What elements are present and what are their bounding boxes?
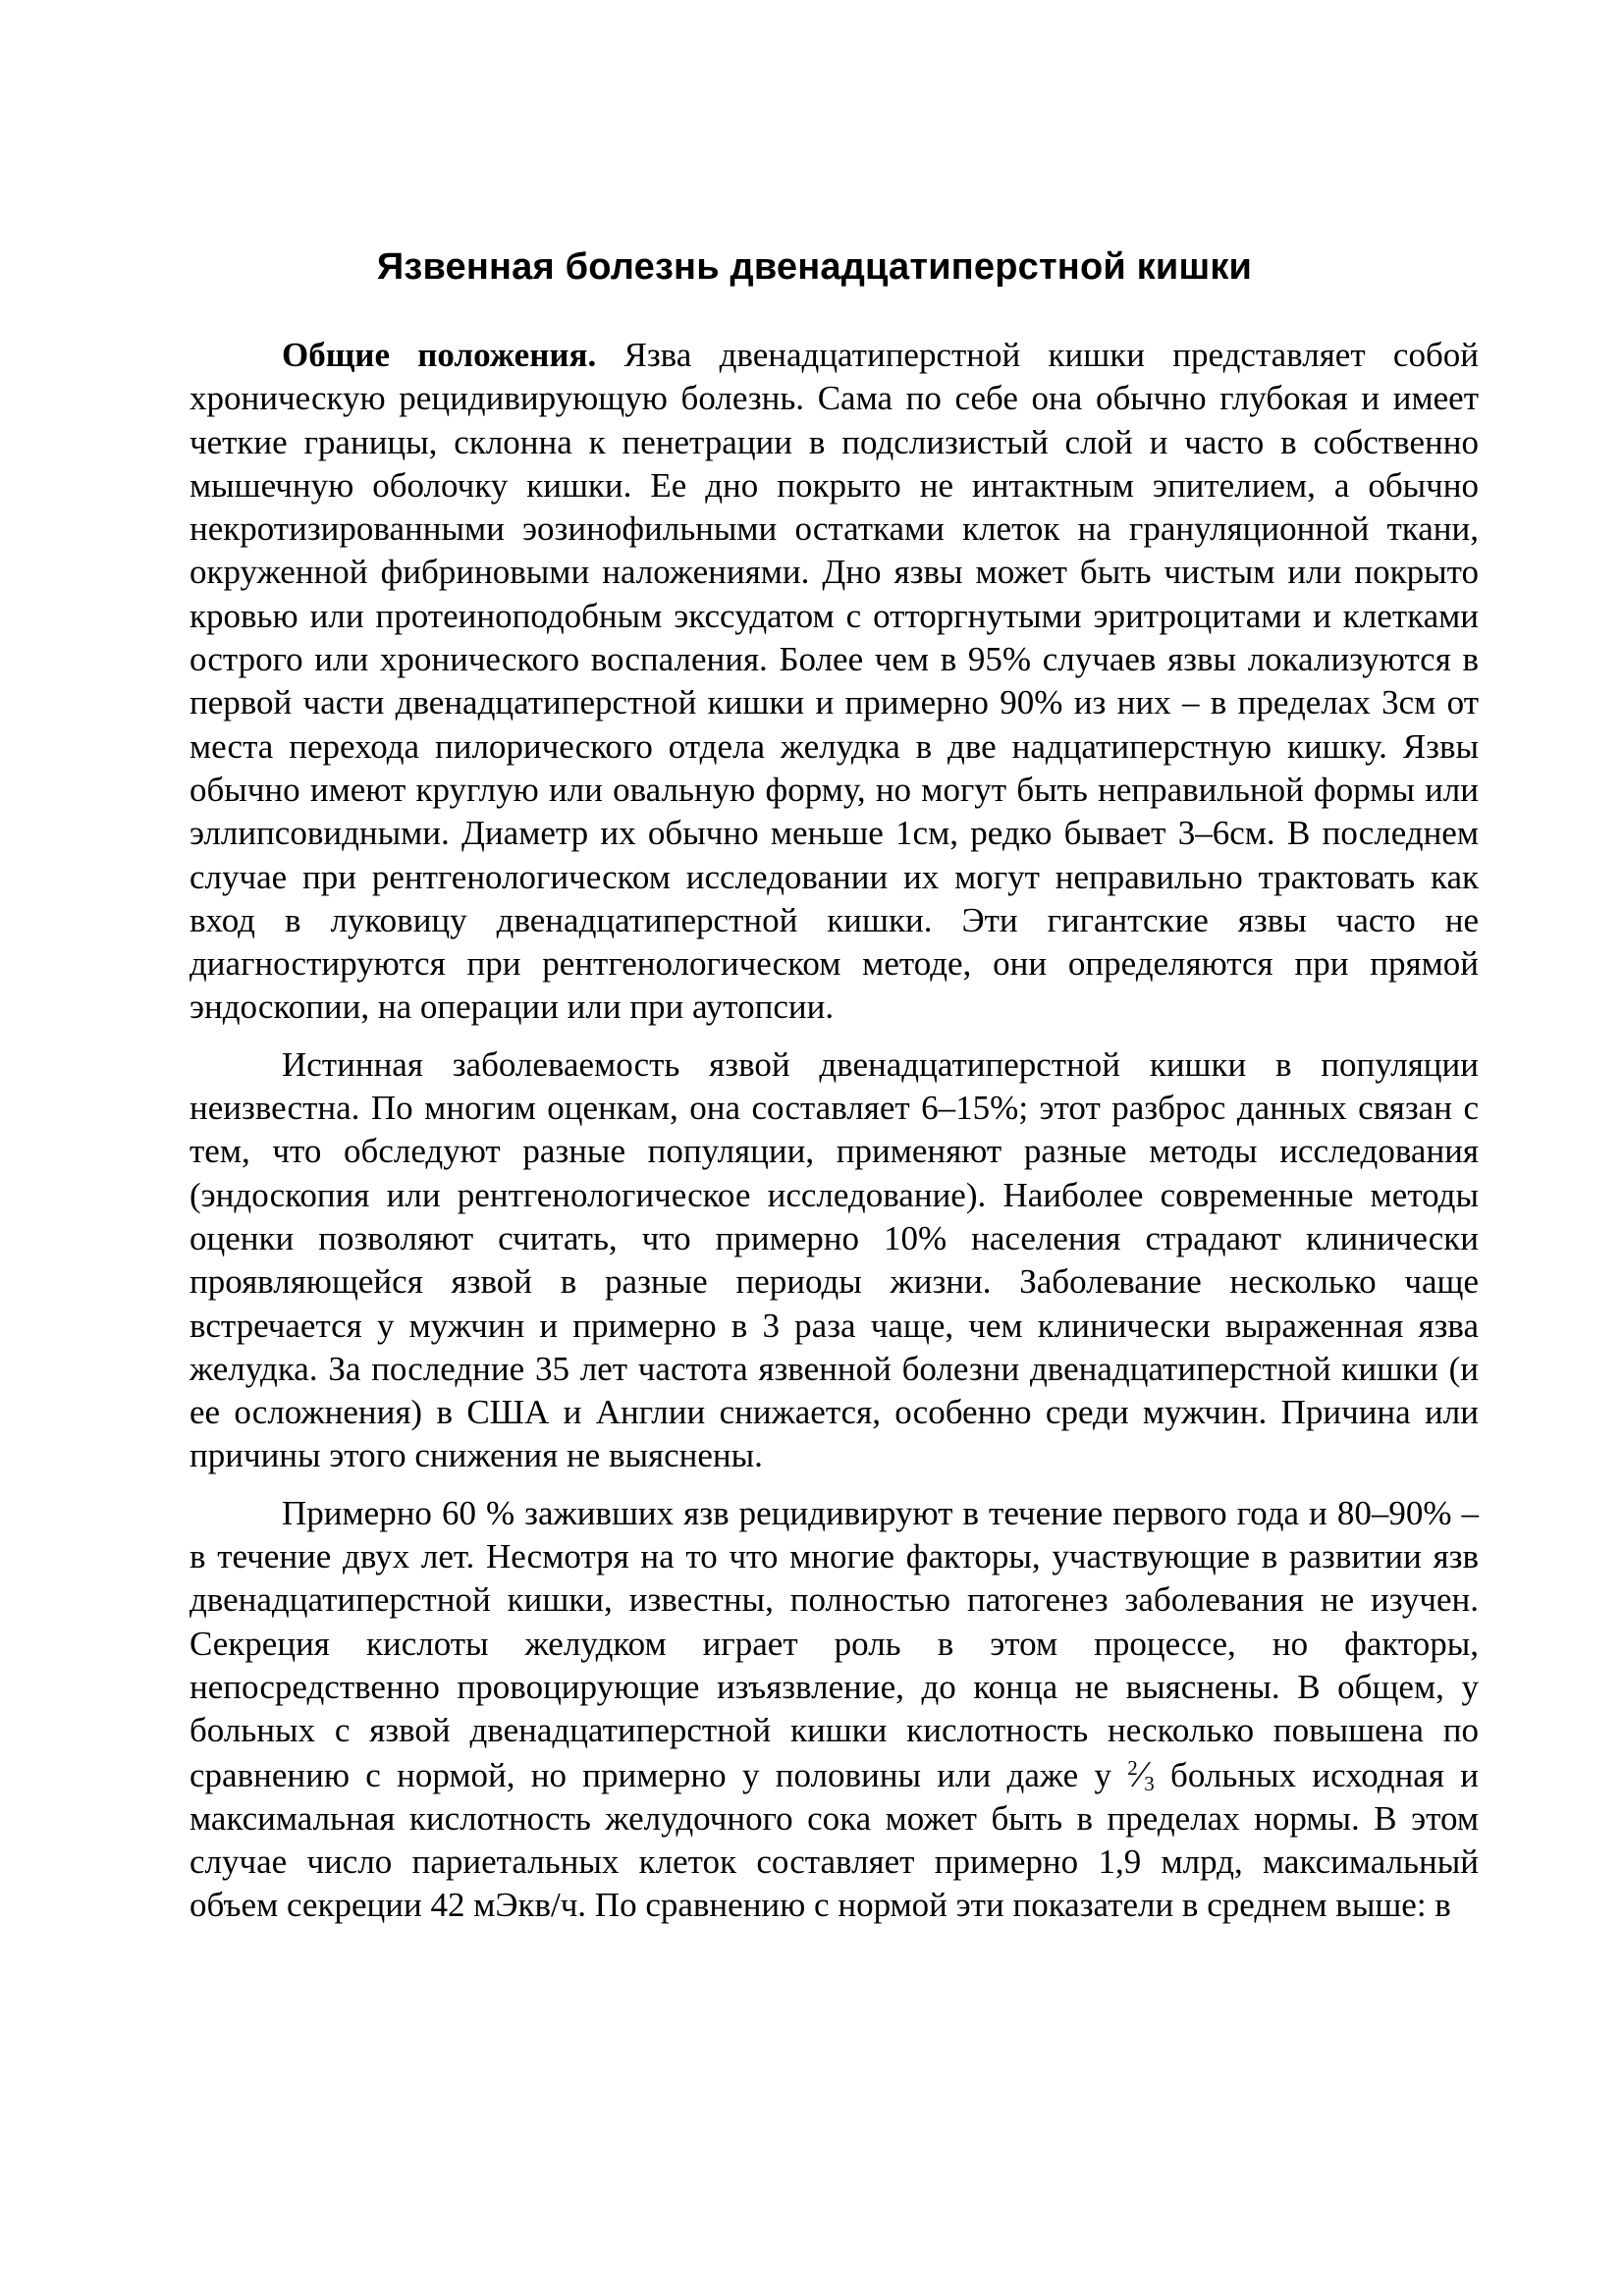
paragraph-general-provisions (189, 334, 1479, 1030)
paragraph-text-before-fraction: Примерно 60 % заживших язв рецидивируют в течение первого года и 80–90% – в течение двух лет. Несмотря на то что многие факторы, участвующие в развитии язв двенадцатиперстной кишки, известны, полностью патогенез заболевания не изучен. Секреция кислоты желудком играет роль в этом процессе, но факторы, непосредственно провоцирующие изъязвление, до конца не выяснены. В общем, у больных с язвой двенадцатиперстной кишки кислотность несколько повышена по сравнению с нормой, но примерно у половины или даже у (189, 1493, 1479, 1794)
document-page (189, 243, 1479, 1942)
paragraph-incidence (189, 1043, 1479, 1478)
fraction-denominator: 3 (1144, 1771, 1155, 1795)
document-title: Язвенная болезнь двенадцатиперстной кишки (376, 246, 1253, 288)
paragraph-text: Язва двенадцатиперстной кишки представляет собой хроническую рецидивирующую болезнь. Сама по себе она обычно глубокая и имеет четкие границы, склонна к пенетрации в подслизистый слой и часто в собственно мышечную оболочку кишки. Ее дно покрыто не интактным эпителием, а обычно некротизированными эозинофильными остатками клеток на грануляционной ткани, окруженной фибриновыми наложениями. Дно язвы может быть чистым или покрыто кровью или протеиноподобным экссудатом с отторгнутыми эритроцитами и клетками острого или хронического воспаления. Более чем в 95% случаев язвы локализуются в первой части двенадцатиперстной кишки и примерно 90% из них – в пределах 3см от места перехода пилорического отдела желудка в две надцатиперстную кишку. Язвы обычно имеют круглую или овальную форму, но могут быть неправильной формы или эллипсовидными. Диаметр их обычно меньше 1см, редко бывает 3–6см. В последнем случае при рентгенологическом исследовании их могут неправильно трактовать как вход в луковицу двенадцатиперстной кишки. Эти гигантские язвы часто не диагностируются при рентгенологическом методе, они определяются при прямой эндоскопии, на операции или при аутопсии. (189, 336, 1479, 1027)
fraction-two-thirds (1127, 1753, 1155, 1795)
paragraph-text: Истинная заболеваемость язвой двенадцатиперстной кишки в популяции неизвестна. По многим оценкам, она составляет 6–15%; этот разброс данных связан с тем, что обследуют разные популяции, применяют разные методы исследования (эндоскопия или рентгенологическое исследование). Наиболее современные методы оценки позволяют считать, что примерно 10% населения страдают клинически проявляющейся язвой в разные периоды жизни. Заболевание несколько чаще встречается у мужчин и примерно в 3 раза чаще, чем клинически выраженная язва желудка. За последние 35 лет частота язвенной болезни двенадцатиперстной кишки (и ее осложнения) в США и Англии снижается, особенно среди мужчин. Причина или причины этого снижения не выяснены. (189, 1044, 1479, 1475)
fraction-numerator: 2 (1127, 1755, 1138, 1780)
paragraph-lead-heading: Общие положения. (282, 336, 597, 374)
paragraph-text-after-fraction: больных исходная и максимальная кислотность желудочного сока может быть в пределах нормы. В этом случае число париетальных клеток составляет примерно 1,9 млрд, максимальный объем секреции 42 мЭкв/ч. По сравнению с нормой эти показатели в среднем выше: в (189, 1755, 1480, 1925)
fraction-slash: ⁄ (1137, 1753, 1145, 1795)
paragraph-recurrence (189, 1492, 1479, 1928)
